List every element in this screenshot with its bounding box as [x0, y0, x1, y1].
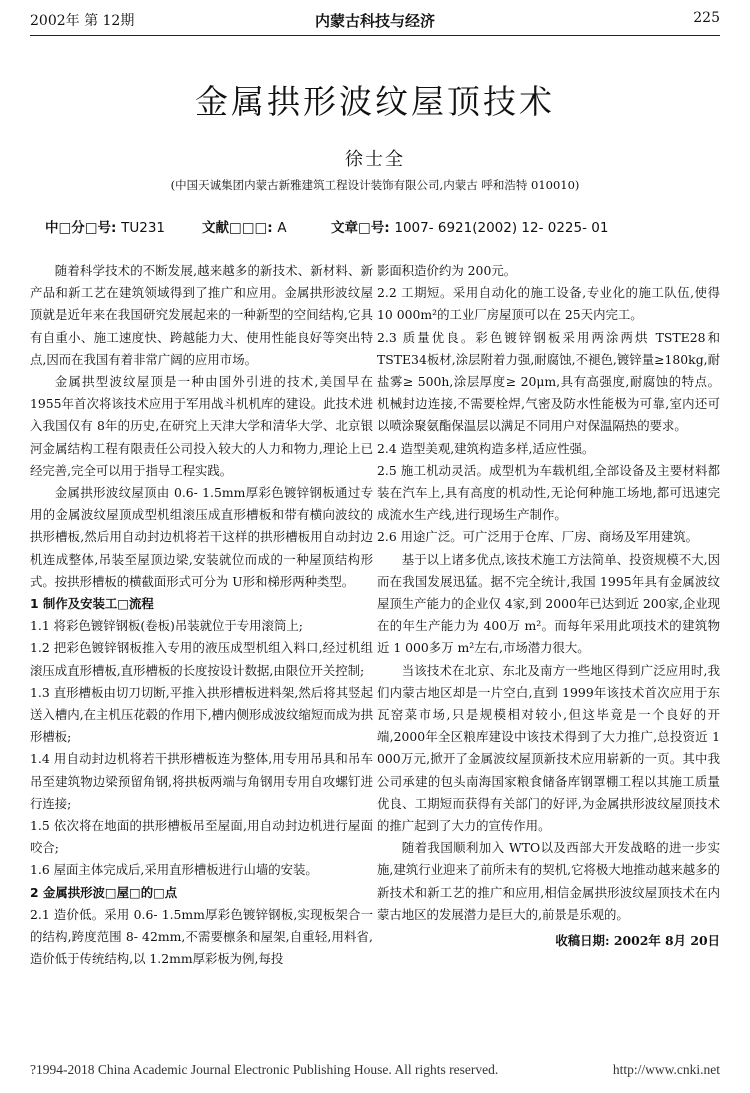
- list-item: 1.5 依次将在地面的拱形槽板吊至屋面,用自动封边机进行屋面咬合;: [30, 818, 373, 856]
- author-name: 徐士全: [345, 149, 405, 170]
- footer-url: http://www.cnki.net: [612, 1062, 720, 1077]
- doc-value: A: [277, 220, 287, 236]
- author-affiliation: (中国天诚集团内蒙古新雅建筑工程设计装饰有限公司,内蒙古 呼和浩特 010010): [170, 178, 580, 192]
- list-item: 1.2 把彩色镀锌钢板推入专用的液压成型机组入料口,经过机组滚压成直形槽板,直形槽板的长度按设计数据,由限位开关控制;: [30, 640, 373, 678]
- list-item: 2.1 造价低。采用 0.6- 1.5mm厚彩色镀锌钢板,实现板架合一的结构,跨度范围 8- 42mm,不需要檩条和屋架,自重轻,用料省,造价低于传统结构,以 1.2mm厚彩板为例,每投: [30, 906, 373, 967]
- header-rule: [30, 35, 720, 36]
- paragraph: 随着我国顺利加入 WTO以及西部大开发战略的进一步实施,建筑行业迎来了前所未有的契机,它将极大地推动越来越多的新技术和新工艺的推广和应用,相信金属拱形波纹屋顶技术在内蒙古地区的发展潜力是巨大的,前景是乐观的。: [377, 840, 720, 922]
- list-item: 2.5 施工机动灵活。成型机为车载机组,全部设备及主要材料都装在汽车上,具有高度的机动性,无论何种施工场地,都可迅速完成流水生产线,进行现场生产制作。: [377, 462, 720, 523]
- section-heading: 2 金属拱形波□屋□的□点: [30, 884, 178, 900]
- id-value: 1007- 6921(2002) 12- 0225- 01: [394, 220, 609, 236]
- list-item: 2.6 用途广泛。可广泛用于仓库、厂房、商场及军用建筑。: [377, 529, 699, 545]
- list-item: 2.4 造型美观,建筑构造多样,适应性强。: [377, 440, 595, 456]
- paragraph: 金属拱型波纹屋顶是一种由国外引进的技术,美国早在 1955年首次将该技术应用于军用战斗机机库的建设。此技术进入我国仅有 8年的历史,在研究上天津大学和清华大学、北京银河金属结构工程有限责任公司投入较大的人力和物力,理论上已经完善,完全可以用于指导工程实践。: [30, 374, 373, 478]
- issue-label: 2002年 第 12期: [30, 13, 135, 29]
- received-date: 收稿日期: 2002年 8月 20日: [555, 933, 720, 949]
- paragraph: 影面积造价约为 200元。: [377, 263, 517, 278]
- doc-code: [202, 216, 287, 236]
- paragraph: 随着科学技术的不断发展,越来越多的新技术、新材料、新产品和新工艺在建筑领域得到了推广和应用。金属拱形波纹屋顶就是近年来在我国研究发展起来的一种新型的空间结构,它具有自重小、施工速度快、跨越能力大、使用性能良好等突出特点,因而在我国有着非常广阔的应用市场。: [30, 263, 373, 367]
- article-title: 金属拱形波纹屋顶技术: [195, 82, 555, 121]
- section-heading: 1 制作及安装工□流程: [30, 596, 154, 612]
- clc-label: 中□分□号:: [45, 220, 117, 236]
- journal-name: 内蒙古科技与经济: [314, 12, 435, 30]
- list-item: 2.2 工期短。采用自动化的施工设备,专业化的施工队伍,使得 10 000m²的工业厂房屋顶可以在 25天内完工。: [377, 285, 720, 323]
- list-item: 1.6 屋面主体完成后,采用直形槽板进行山墙的安装。: [30, 862, 318, 878]
- list-item: 1.3 直形槽板由切刀切断,平推入拱形槽板进料架,然后将其竖起送入槽内,在主机压花毂的作用下,槽内侧形成波纹缩短而成为拱形槽板;: [30, 684, 373, 745]
- clc-value: TU231: [121, 220, 166, 236]
- id-label: 文章□号:: [331, 220, 390, 236]
- paragraph: 金属拱形波纹屋顶由 0.6- 1.5mm厚彩色镀锌钢板通过专用的金属波纹屋顶成型机组滚压成直形槽板和带有横向波纹的拱形槽板,然后用自动封边机将若干这样的拱形槽板用自动封边机连成整体,吊装至屋顶边梁,安装就位而成的一种屋顶结构形式。按拱形槽板的横截面形式可分为 U形和梯形两种类型。: [30, 485, 373, 589]
- doc-label: 文献□□□:: [202, 220, 273, 236]
- left-column: [30, 260, 373, 971]
- paragraph: 当该技术在北京、东北及南方一些地区得到广泛应用时,我们内蒙古地区却是一片空白,直到 1999年该技术首次应用于东瓦窑菜市场,只是规模相对较小,但这毕竟是一个良好的开端,2000年全区粮库建设中该技术得到了大力推广,总投资近 1 000万元,掀开了金属波纹屋顶新技术应用崭新的一页。其中我公司承建的包头南海国家粮食储备库钢罩棚工程以其施工质量优良、工期短而获得有关部门的好评,为金属拱形波纹屋顶技术的推广起到了大力的宣传作用。: [377, 662, 720, 834]
- list-item: 2.3 质量优良。彩色镀锌钢板采用两涂两烘 TSTE28和TSTE34板材,涂层附着力强,耐腐蚀,不褪色,镀锌量≥180kg,耐盐雾≥ 500h,涂层厚度≥ 20μm,具有高强度,耐腐蚀的特点。机械封边连接,不需要栓焊,气密及防水性能极为可靠,室内还可以喷涂聚氨酯保温层以满足不同用户对保温隔热的要求。: [377, 329, 720, 434]
- clc-number: [45, 216, 165, 236]
- list-item: 1.1 将彩色镀锌钢板(卷板)吊装就位于专用滚筒上;: [30, 618, 303, 634]
- right-column: [377, 260, 720, 952]
- copyright-notice: ?1994-2018 China Academic Journal Electronic Publishing House. All rights reserved.: [30, 1062, 499, 1077]
- running-header: [30, 10, 720, 36]
- paragraph: 基于以上诸多优点,该技术施工方法简单、投资规模不大,因而在我国发展迅猛。据不完全统计,我国 1995年具有金属波纹屋顶生产能力的企业仅 4家,到 2000年已达到近 200家,企业现在的年生产能力为 400万 m²。而每年采用此项技术的建筑物近 1 000多万 m²左右,市场潜力很大。: [377, 551, 720, 656]
- page-footer: [30, 1062, 720, 1078]
- article-id: [331, 216, 608, 236]
- page-number: 225: [693, 10, 720, 26]
- list-item: 1.4 用自动封边机将若干拱形槽板连为整体,用专用吊具和吊车吊至建筑物边梁预留角钢,将拱板两端与角钢用专用自攻螺钉进行连接;: [30, 751, 373, 811]
